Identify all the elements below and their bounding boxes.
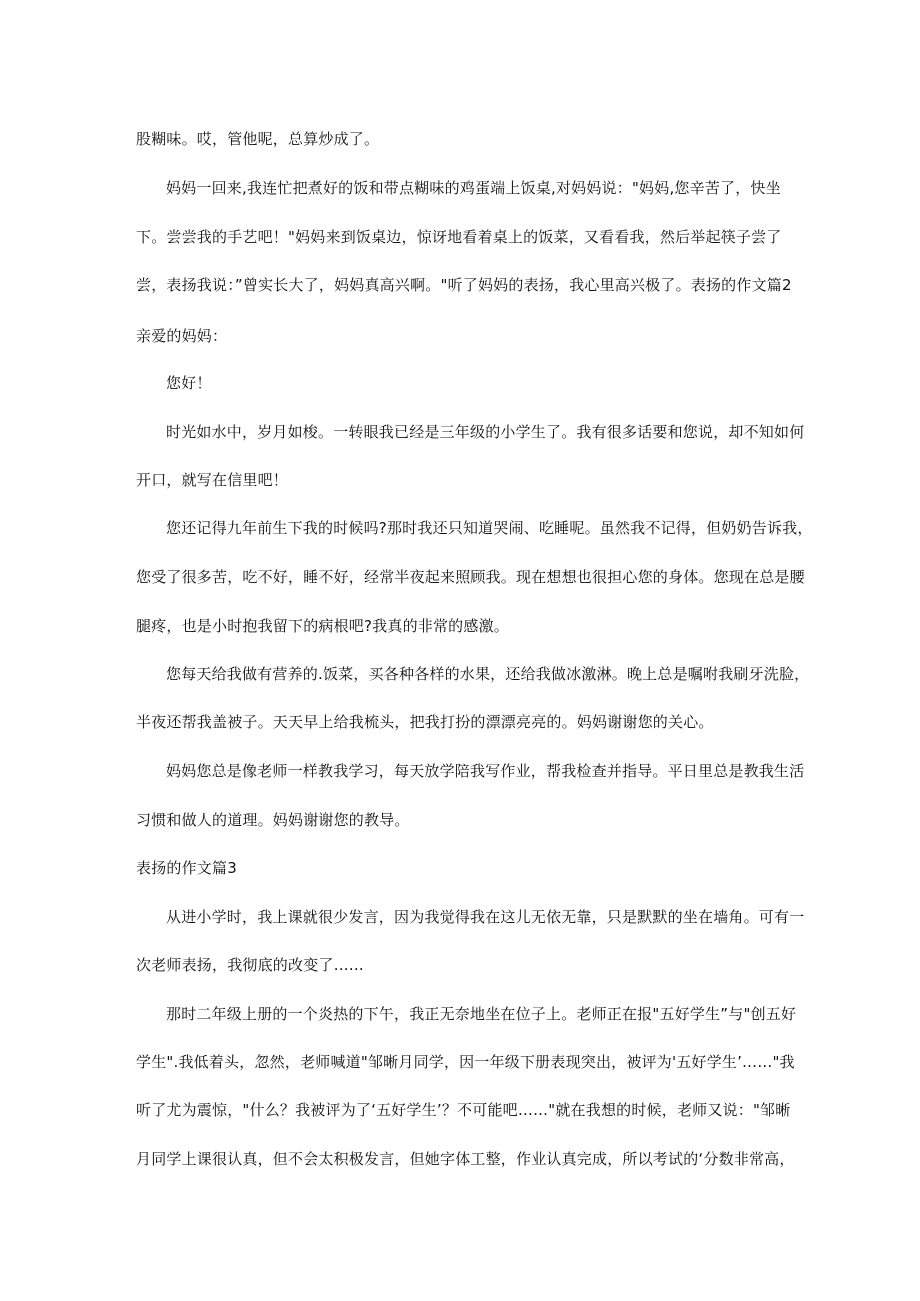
paragraph-line: 腿疼，也是小时抱我留下的病根吧?我真的非常的感激。 [136, 617, 509, 635]
paragraph-line: 月同学上课很认真，但不会太积极发言，但她字体工整，作业认真完成，所以考试的‘分数非常高， [136, 1150, 795, 1168]
paragraph-line: 您每天给我做有营养的.饭菜，买各种各样的水果，还给我做冰激淋。晚上总是嘱咐我刷牙洗脸， [166, 665, 810, 683]
paragraph-line: 开口，就写在信里吧！ [136, 471, 289, 489]
paragraph-line: 学生".我低着头，忽然，老师喊道"邹晰月同学，因一年级下册表现突出，被评为'五好学生’……"我 [136, 1053, 795, 1071]
paragraph-line: 您受了很多苦，吃不好，睡不好，经常半夜起来照顾我。现在想想也很担心您的身体。您现在总是腰 [136, 568, 805, 586]
paragraph-line: 从进小学时，我上课就很少发言，因为我觉得我在这儿无依无靠，只是默默的坐在墙角。可有一 [166, 908, 805, 926]
paragraph-line: 您还记得九年前生下我的时候吗?那时我还只知道哭闹、吃睡呢。虽然我不记得，但奶奶告诉我， [166, 519, 813, 537]
paragraph-line: 那时二年级上册的一个炎热的下午，我正无奈地坐在位子上。老师正在报"五好学生”与"创五好 [166, 1005, 797, 1023]
paragraph-line: 股糊味。哎，管他呢，总算炒成了。 [136, 130, 380, 148]
paragraph-line: 时光如水中，岁月如梭。一转眼我已经是三年级的小学生了。我有很多话要和您说，却不知如何 [166, 423, 805, 441]
section-title: 表扬的作文篇3 [136, 859, 237, 877]
salutation: 亲爱的妈妈： [136, 327, 228, 345]
paragraph-line: 半夜还帮我盖被子。天天早上给我梳头，把我打扮的漂漂亮亮的。妈妈谢谢您的关心。 [136, 713, 714, 731]
paragraph-line: 听了尤为震惊，"什么？我被评为了‘五好学生’？不可能吧……"就在我想的时候，老师又说："邹晰 [136, 1101, 791, 1119]
paragraph-line: 习惯和做人的道理。妈妈谢谢您的教导。 [136, 811, 410, 829]
paragraph-line: 妈妈一回来,我连忙把煮好的饭和带点糊味的鸡蛋端上饭桌,对妈妈说："妈妈,您辛苦了，快坐 [166, 179, 781, 197]
paragraph-line: 次老师表扬，我彻底的改变了…… [136, 956, 365, 974]
paragraph-line: 妈妈您总是像老师一样教我学习，每天放学陪我写作业，帮我检查并指导。平日里总是教我生活 [166, 762, 805, 780]
paragraph-line: 尝，表扬我说：”曾实长大了，妈妈真高兴啊。"听了妈妈的表扬，我心里高兴极了。表扬的作文篇2 [136, 276, 792, 294]
paragraph-line: 下。尝尝我的手艺吧！"妈妈来到饭桌边，惊讶地看着桌上的饭菜，又看看我，然后举起筷子尝了 [136, 228, 782, 246]
greeting: 您好！ [166, 374, 212, 392]
